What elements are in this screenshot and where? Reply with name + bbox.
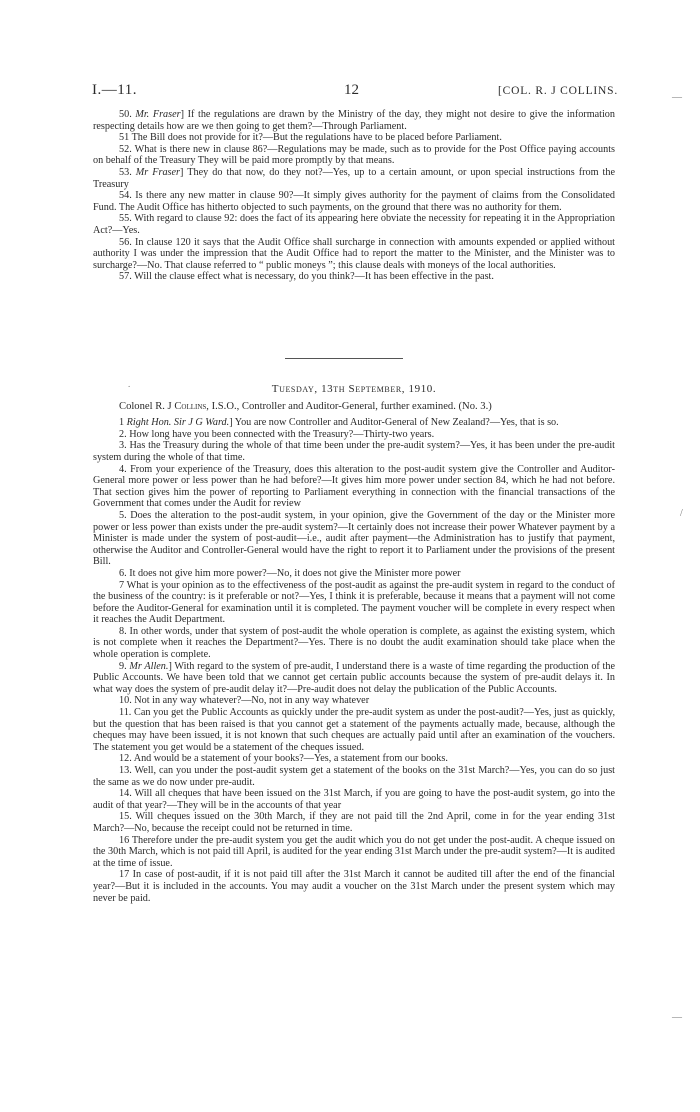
speaker-name: Mr Fraser xyxy=(135,166,181,178)
question-number: 4. xyxy=(119,463,127,475)
question-text: Will cheques issued on the 30th March, if they are not paid till the 2nd April, come in for the year ending 31st March?—No, because the receipt could not be returned in time. xyxy=(93,811,615,834)
margin-mark: — xyxy=(672,1012,682,1023)
margin-mark: / xyxy=(680,508,683,519)
question-text: Has the Treasury during the whole of that time been under the pre-audit system?—Yes, it has been under the pre-audit system during the whole of that time. xyxy=(93,440,616,463)
question-number: 13. xyxy=(119,765,132,776)
question-paragraph xyxy=(93,626,615,661)
question-number: 17 xyxy=(119,869,130,881)
question-paragraph xyxy=(93,132,615,144)
question-number: 3. xyxy=(119,440,127,452)
question-number: 9. xyxy=(119,660,127,672)
page-header xyxy=(92,82,618,102)
question-text: Will all cheques that have been issued on the 31st March, if you are going to have the post-audit system, go into the audit of that year?—They will be in the accounts of that year xyxy=(93,788,615,811)
question-paragraph xyxy=(93,661,615,696)
question-paragraph xyxy=(93,429,615,441)
question-text: What is there new in clause 86?—Regulations may be made, such as to provide for the Post Office paying accounts on behalf of the Treasury They will be paid more promptly by that means. xyxy=(93,143,615,167)
question-text: Well, can you under the post-audit system get a statement of the books on the 31st March?—Yes, you can do so just the same as we do now under pre-audit. xyxy=(93,765,615,788)
question-number: 54. xyxy=(119,190,132,202)
question-number: 16 xyxy=(119,834,130,846)
question-number: 51 xyxy=(119,132,130,144)
question-number: 6. xyxy=(119,567,127,579)
question-paragraph xyxy=(93,237,615,272)
question-paragraph xyxy=(93,190,615,213)
speaker-name: Mr Allen. xyxy=(129,660,169,672)
question-text: In other words, under that system of post-audit the whole operation is complete, as against the existing system, which is not complete when it reaches the Department?—Yes. There is no doubt the audit examination should take place when the whole operation is complete. xyxy=(93,625,615,661)
question-number: 56. xyxy=(119,236,132,248)
question-paragraph xyxy=(93,788,615,811)
witness-line: Colonel R. J Collins, I.S.O., Controller and Auditor-General, further examined. (No. 3.) xyxy=(119,400,492,412)
question-text: ] You are now Controller and Auditor-General of New Zealand?—Yes, that is so. xyxy=(229,417,559,429)
witness-name: Collins, xyxy=(174,400,209,412)
question-text: Not in any way whatever?—No, not in any way whatever xyxy=(134,695,370,707)
question-text: The Bill does not provide for it?—But the regulations have to be placed before Parliament. xyxy=(131,132,502,144)
print-speck: . xyxy=(128,379,131,389)
question-number: 7 xyxy=(119,579,125,591)
page-number: 12 xyxy=(344,82,359,98)
document-reference: I.—11. xyxy=(92,82,137,98)
question-paragraph xyxy=(93,464,615,510)
question-text: With regard to clause 92: does the fact of its appearing here obviate the necessity for repeating it in the Appropriation Act?—Yes. xyxy=(93,213,615,236)
question-text: ] They do that now, do they not?—Yes, up to a certain amount, or upon special instructions from the Treasury xyxy=(93,166,616,190)
speaker-name: Right Hon. Sir J G Ward. xyxy=(126,417,230,429)
evidence-section-new-day xyxy=(93,384,615,904)
question-number: 14. xyxy=(119,788,132,800)
question-number: 8. xyxy=(119,625,127,637)
question-text: In clause 120 it says that the Audit Office shall surcharge in connection with amounts expended or applied without authority I was under the impression that the Audit Office had to report the matter to the Minister, and the Minister was to surcharge?—No. That clause referred to “ public moneys ”; this clause deals with moneys of the local authorities. xyxy=(93,236,616,271)
question-paragraph xyxy=(93,811,615,834)
question-number: 5. xyxy=(119,509,127,521)
question-number: 50. xyxy=(119,109,132,120)
question-text: How long have you been connected with the Treasury?—Thirty-two years. xyxy=(129,428,435,440)
question-paragraph xyxy=(93,707,615,753)
question-paragraph xyxy=(93,167,615,190)
question-paragraph xyxy=(93,869,615,904)
question-number: 55. xyxy=(119,213,132,225)
question-text: ] If the regulations are drawn by the Ministry of the day, they might not desire to give the information respecting details how are we then going to get them?—Through Parliament. xyxy=(93,109,615,132)
question-paragraph xyxy=(93,109,615,132)
margin-mark: — xyxy=(672,92,682,103)
question-paragraph xyxy=(93,580,615,626)
speaker-name: Mr. Fraser xyxy=(135,109,181,120)
question-text: Is there any new matter in clause 90?—It simply gives authority for the payment of claims from the Consolidated Fund. The Audit Office has hitherto objected to such payments, on the ground that there was no authority for them. xyxy=(93,190,616,213)
question-text: What is your opinion as to the effectiveness of the post-audit as against the pre-audit system in regard to the conduct of the business of the country: is it preferable or not?—Yes, I think it is preferable, because it means that a payment will not come before the Auditor-General for examination until it is completed. The payment voucher will be complete in every respect when it reaches the Audit Department. xyxy=(93,579,615,626)
question-number: 15. xyxy=(119,811,132,823)
question-text: From your experience of the Treasury, does this alteration to the post-audit system give the Controller and Auditor-General more power or less power than he had before?—It gives him more power under section 84, which he had not before. That section gives him the power of reporting to Parliament everything in connection with the financial transactions of the Government that comes under the Audit for review xyxy=(93,463,616,510)
question-text: Can you get the Public Accounts as quickly under the pre-audit system as under the post-audit?—Yes, just as quickly, but the question that has been raised is that you cannot get a statement of the payments actually made, because, although the cheques may have been issued, it is not known that such cheques are actually paid until after an examination of the vouchers. The statement you get would be a statement of the cheques issued. xyxy=(93,707,615,753)
evidence-section-continued xyxy=(93,109,615,283)
question-list xyxy=(93,417,615,904)
question-paragraph xyxy=(93,144,615,167)
question-paragraph xyxy=(93,440,615,463)
question-text: In case of post-audit, if it is not paid till after the 31st March it cannot be audited till after the end of the financial year?—But it is included in the accounts. You may audit a voucher on the 31st March under the present system which may never be paid. xyxy=(93,869,615,904)
question-number: 11. xyxy=(119,707,132,719)
question-paragraph xyxy=(93,417,615,429)
question-number: 1 xyxy=(119,417,125,429)
question-number: 52. xyxy=(119,143,132,155)
question-number: 2. xyxy=(119,428,127,440)
question-paragraph xyxy=(93,510,615,568)
section-divider xyxy=(285,358,403,359)
question-paragraph xyxy=(93,213,615,236)
question-number: 57. xyxy=(119,271,132,283)
question-paragraph xyxy=(93,753,615,765)
sitting-date: Tuesday, 13th September, 1910. xyxy=(271,383,437,395)
question-paragraph xyxy=(93,271,615,283)
question-paragraph xyxy=(93,765,615,788)
question-text: ] With regard to the system of pre-audit, I understand there is a waste of time regarding the production of the Public Accounts. We have been told that we cannot get certain public accounts because the system of pre-audit delays it. In what way does the system of pre-audit delay it?—Pre-audit does not delay the publication of the Public Accounts. xyxy=(93,660,616,695)
question-number: 10. xyxy=(119,695,132,707)
question-paragraph xyxy=(93,568,615,580)
question-paragraph xyxy=(93,835,615,870)
question-number: 12. xyxy=(119,753,132,765)
question-text: Will the clause effect what is necessary, do you think?—It has been effective in the past. xyxy=(134,271,494,283)
witness-running-head: [COL. R. J COLLINS. xyxy=(498,85,618,97)
question-text: Therefore under the pre-audit system you get the audit which you do not get under the post-audit. A cheque issued on the 30th March, which is not paid till April, is audited for the year ending 31st March under the pre-audit system?—It is audited at the time of issue. xyxy=(93,834,615,869)
question-number: 53. xyxy=(119,166,132,178)
question-text: Does the alteration to the post-audit system, in your opinion, give the Government of the day or the Minister more power or less power than exists under the pre-audit system?—It certainly does not increase their power Whatever payment by a Minister is made under the system of post-audit—i.e., audit after payment—the Administration has to justify that payment, otherwise the Auditor and Controller-General would have the right to report it to Parliament under the provisions of the present Bill. xyxy=(93,509,616,568)
question-paragraph xyxy=(93,695,615,707)
question-text: And would be a statement of your books?—Yes, a statement from our books. xyxy=(133,753,448,765)
question-text: It does not give him more power?—No, it does not give the Minister more power xyxy=(129,567,461,579)
